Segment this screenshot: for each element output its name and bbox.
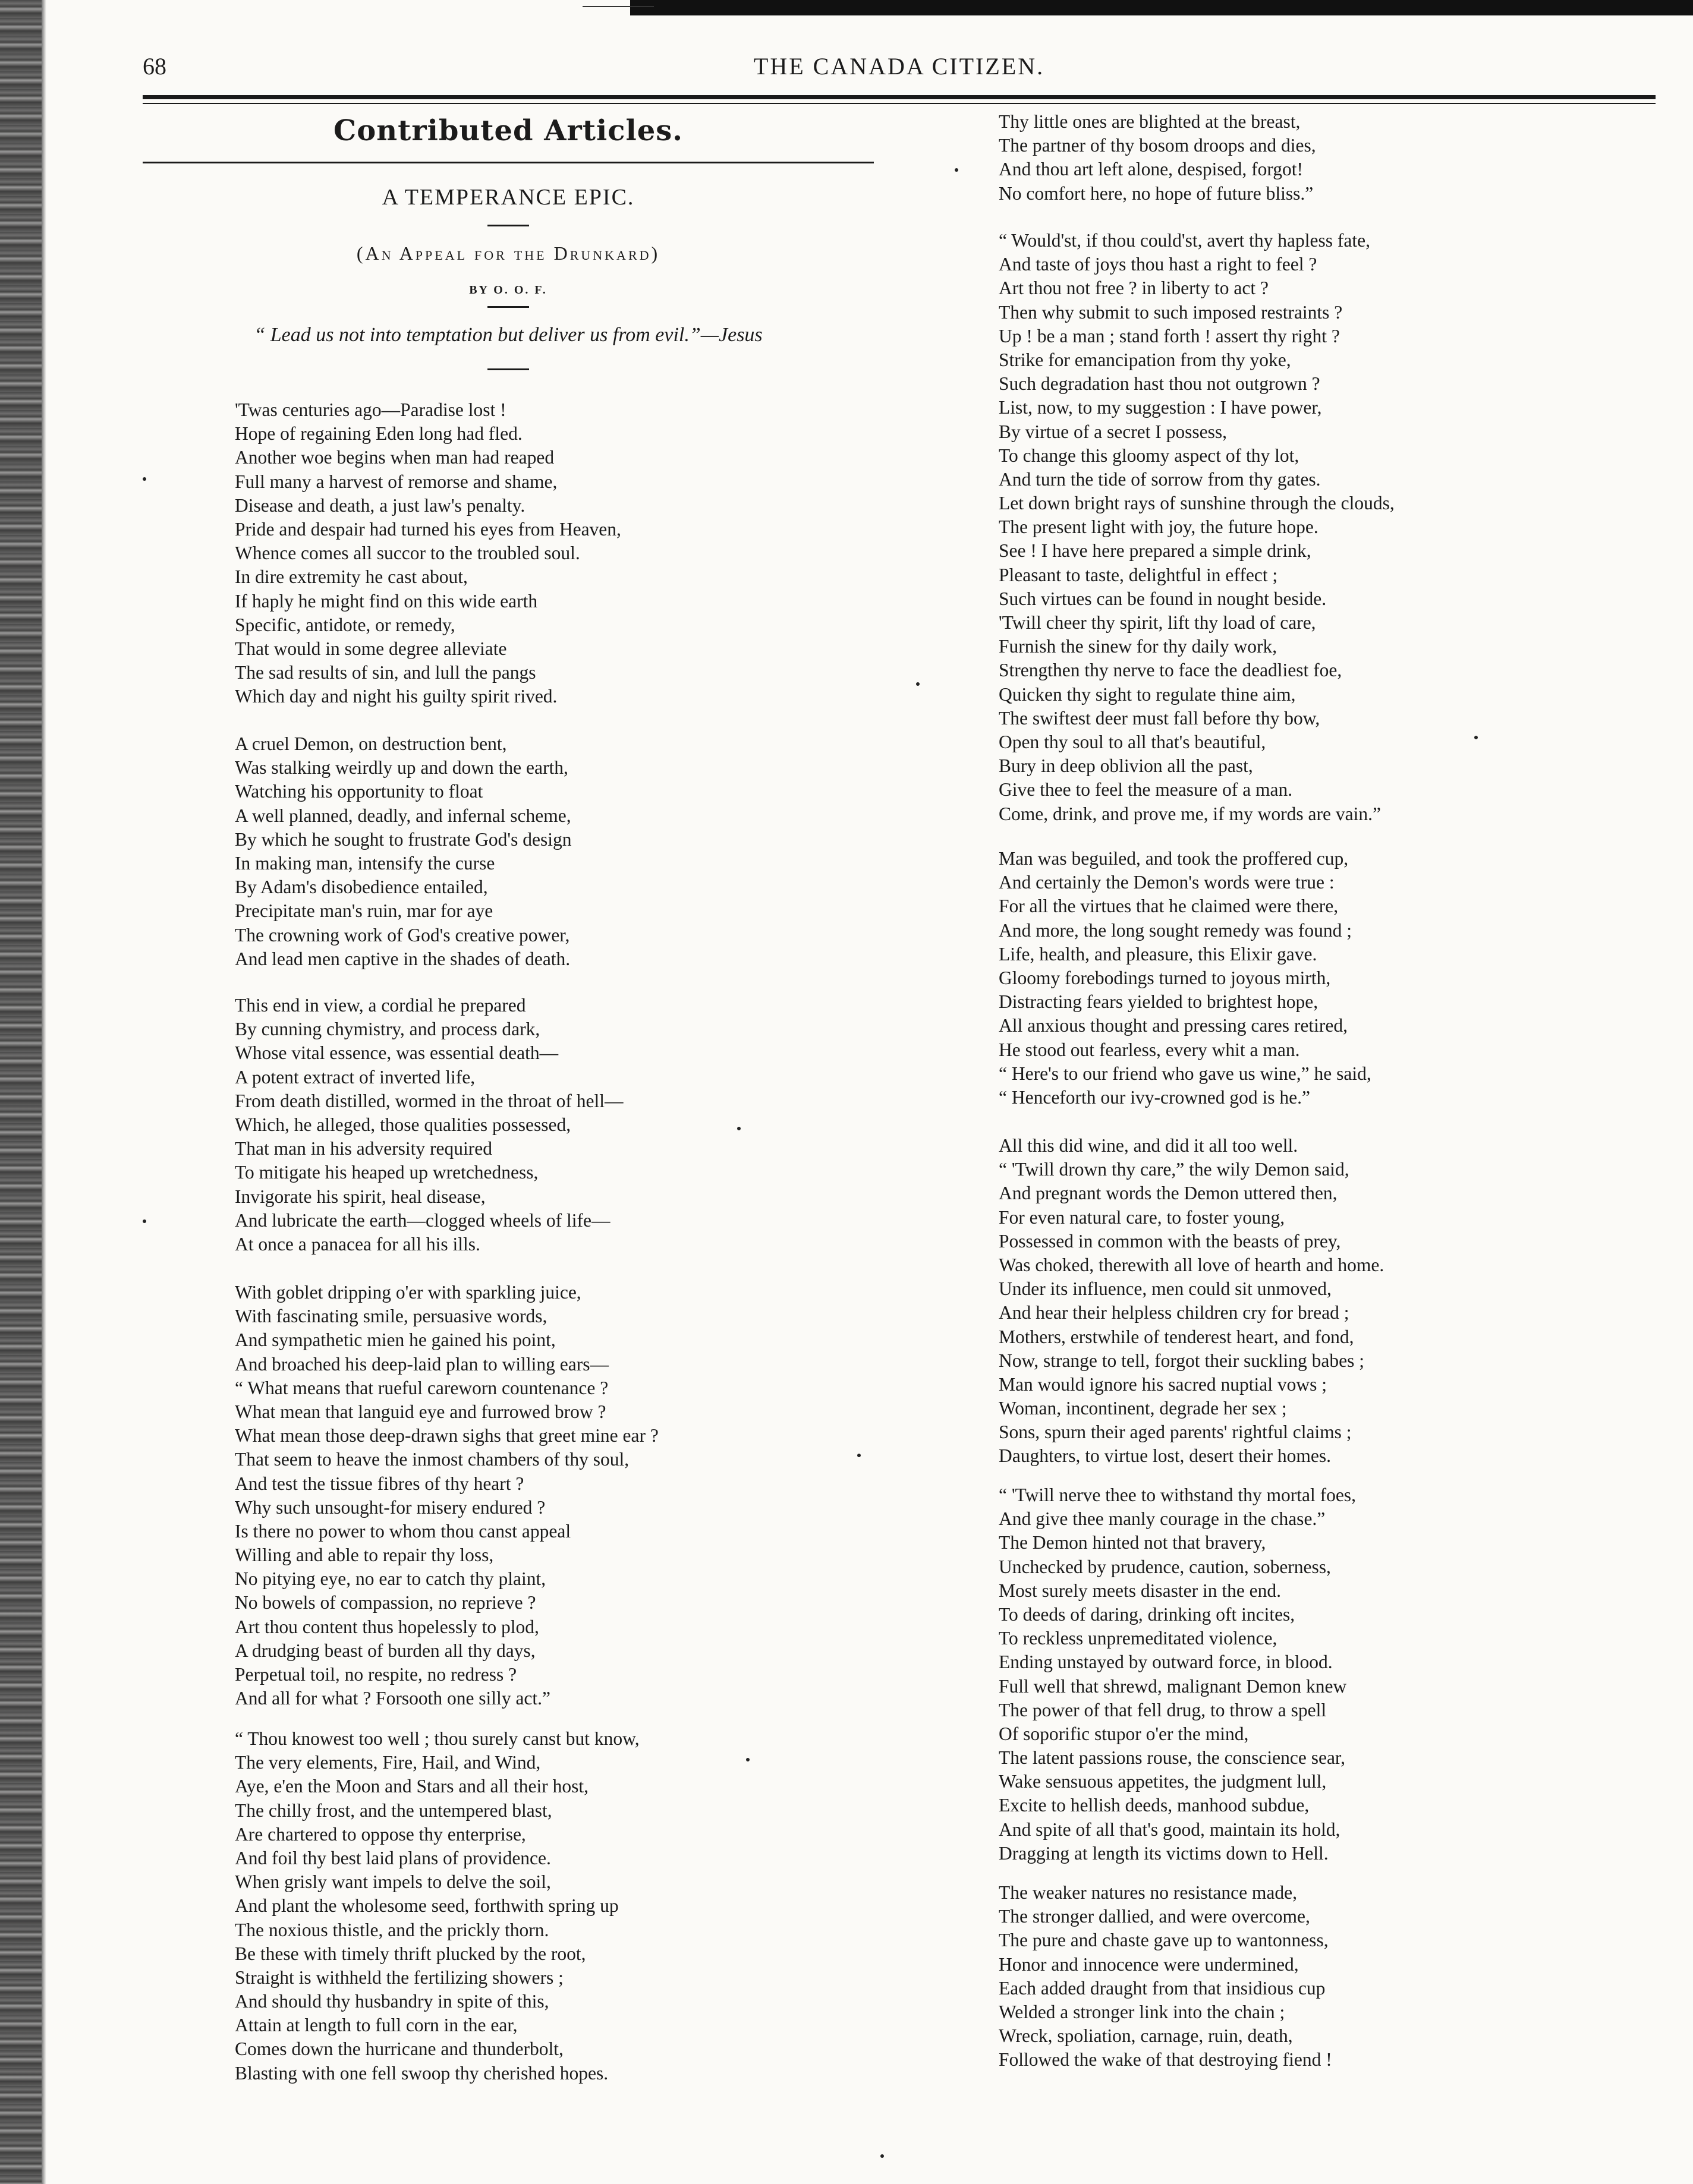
poem-line: And thou art left alone, despised, forgot! (999, 159, 1304, 180)
poem-line: The very elements, Fire, Hail, and Wind, (235, 1752, 541, 1773)
poem-line: And test the tissue fibres of thy heart ? (235, 1473, 524, 1494)
print-speck (916, 682, 920, 686)
poem-line: To deeds of daring, drinking oft incites, (999, 1603, 1295, 1625)
poem-line: By Adam's disobedience entailed, (235, 877, 488, 898)
poem-line: Dragging at length its victims down to Hell. (999, 1842, 1329, 1864)
journal-title: THE CANADA CITIZEN. (753, 53, 1045, 80)
poem-line: Open thy soul to all that's beautiful, (999, 731, 1266, 752)
poem-line: With goblet dripping o'er with sparkling juice, (235, 1282, 581, 1303)
poem-line: Strike for emancipation from thy yoke, (999, 349, 1291, 370)
poem-line: Blasting with one fell swoop thy cherished hopes. (235, 2062, 609, 2084)
poem-line: Which, he alleged, those qualities possessed, (235, 1114, 571, 1135)
poem-line: In dire extremity he cast about, (235, 566, 468, 588)
poem-line: And should thy husbandry in spite of this, (235, 1991, 549, 2012)
poem-line: A cruel Demon, on destruction bent, (235, 733, 507, 754)
article-title: A TEMPERANCE EPIC. (382, 185, 635, 210)
stanza (235, 732, 571, 971)
poem-line: Man would ignore his sacred nuptial vows ; (999, 1373, 1327, 1395)
poem-line: Another woe begins when man had reaped (235, 447, 555, 468)
poem-line: Why such unsought-for misery endured ? (235, 1496, 546, 1518)
poem-line: Daughters, to virtue lost, desert their homes. (999, 1445, 1332, 1467)
poem-line: Then why submit to such imposed restraints ? (999, 301, 1343, 323)
stanza (999, 847, 1371, 1110)
poem-line: The noxious thistle, and the prickly thorn. (235, 1919, 549, 1940)
stanza (999, 110, 1316, 206)
poem-line: A well planned, deadly, and infernal scheme, (235, 805, 571, 826)
poem-line: 'Twill cheer thy spirit, lift thy load of care, (999, 612, 1316, 633)
poem-line: To mitigate his heaped up wretchedness, (235, 1162, 539, 1183)
poem-line: Give thee to feel the measure of a man. (999, 779, 1293, 801)
poem-line: Attain at length to full corn in the ear, (235, 2015, 518, 2036)
poem-line: Pleasant to taste, delightful in effect ; (999, 564, 1278, 585)
poem-line: The latent passions rouse, the conscience sear, (999, 1747, 1346, 1769)
poem-line: Quicken thy sight to regulate thine aim, (999, 683, 1296, 705)
poem-line: Which day and night his guilty spirit rived. (235, 686, 558, 707)
poem-line: Whence comes all succor to the troubled soul. (235, 543, 580, 564)
poem-line: With fascinating smile, persuasive words, (235, 1306, 547, 1327)
poem-line: Pride and despair had turned his eyes from Heaven, (235, 518, 621, 540)
poem-line: Up ! be a man ; stand forth ! assert thy right ? (999, 325, 1340, 346)
poem-line: Such virtues can be found in nought beside. (999, 588, 1327, 609)
poem-line: Specific, antidote, or remedy, (235, 614, 455, 635)
poem-line: In making man, intensify the curse (235, 852, 495, 874)
poem-line: And certainly the Demon's words were true : (999, 872, 1335, 893)
poem-line: What mean that languid eye and furrowed brow ? (235, 1401, 606, 1422)
poem-line: Of soporific stupor o'er the mind, (999, 1723, 1249, 1744)
poem-line: Mothers, erstwhile of tenderest heart, and fond, (999, 1326, 1354, 1347)
poem-line: Be these with timely thrift plucked by the root, (235, 1943, 586, 1964)
poem-line: Disease and death, a just law's penalty. (235, 494, 525, 516)
poem-line: Is there no power to whom thou canst appeal (235, 1520, 571, 1542)
poem-line: From death distilled, wormed in the throat of hell— (235, 1090, 624, 1111)
title-divider (487, 225, 529, 226)
poem-line: By which he sought to frustrate God's design (235, 828, 572, 850)
header-rule-thin (143, 103, 1656, 104)
print-speck (143, 477, 146, 481)
stanza (999, 1483, 1356, 1865)
poem-line: And all for what ? Forsooth one silly act.” (235, 1688, 551, 1709)
poem-line: The crowning work of God's creative power, (235, 924, 570, 946)
poem-line: Was stalking weirdly up and down the earth, (235, 757, 568, 779)
poem-line: The chilly frost, and the untempered blast, (235, 1799, 552, 1821)
poem-line: A drudging beast of burden all thy days, (235, 1640, 536, 1661)
poem-line: Art thou not free ? in liberty to act ? (999, 278, 1269, 299)
poem-line: The weaker natures no resistance made, (999, 1882, 1298, 1903)
poem-line: The swiftest deer must fall before thy bow, (999, 707, 1320, 729)
poem-line: And plant the wholesome seed, forthwith spring up (235, 1895, 619, 1917)
stanza (999, 1134, 1384, 1468)
poem-line: To reckless unpremeditated violence, (999, 1628, 1277, 1649)
poem-line: Furnish the sinew for thy daily work, (999, 636, 1277, 657)
stanza (999, 229, 1395, 826)
poem-line: For all the virtues that he claimed were there, (999, 896, 1339, 917)
poem-line: Most surely meets disaster in the end. (999, 1580, 1282, 1601)
stanza (999, 1881, 1332, 2072)
byline-divider (487, 306, 529, 308)
print-speck (955, 168, 958, 172)
poem-line: Under its influence, men could sit unmoved, (999, 1278, 1332, 1300)
poem-line: For even natural care, to foster young, (999, 1206, 1285, 1228)
poem-line: Thy little ones are blighted at the breast, (999, 111, 1301, 132)
poem-line: Bury in deep oblivion all the past, (999, 755, 1253, 777)
poem-line: Invigorate his spirit, heal disease, (235, 1186, 486, 1207)
poem-line: Each added draught from that insidious cup (999, 1977, 1326, 1999)
poem-line: Man was beguiled, and took the proffered cup, (999, 848, 1349, 869)
poem-line: And hear their helpless children cry for bread ; (999, 1302, 1349, 1323)
poem-line: And more, the long sought remedy was found ; (999, 919, 1352, 941)
poem-line: The present light with joy, the future hope. (999, 516, 1318, 538)
poem-line: No comfort here, no hope of future bliss.” (999, 182, 1314, 204)
poem-line: Precipitate man's ruin, mar for aye (235, 900, 493, 922)
poem-line: Full many a harvest of remorse and shame, (235, 471, 558, 492)
poem-line: When grisly want impels to delve the soil, (235, 1871, 551, 1893)
poem-line: Followed the wake of that destroying fiend ! (999, 2049, 1332, 2070)
poem-line: Honor and innocence were undermined, (999, 1953, 1299, 1975)
epigraph-divider (487, 368, 529, 370)
print-speck (746, 1758, 750, 1761)
top-edge-line (583, 6, 654, 7)
poem-line: The pure and chaste gave up to wantonness, (999, 1930, 1329, 1951)
poem-line: The sad results of sin, and lull the pangs (235, 662, 536, 683)
poem-line: Straight is withheld the fertilizing showers ; (235, 1966, 564, 1988)
print-speck (880, 2154, 884, 2158)
poem-line: Watching his opportunity to float (235, 781, 483, 802)
article-byline: BY O. O. F. (469, 283, 547, 297)
poem-line: Comes down the hurricane and thunderbolt, (235, 2038, 564, 2060)
poem-line: Whose vital essence, was essential death— (235, 1042, 559, 1064)
section-heading: Contributed Articles. (333, 114, 683, 147)
poem-line: And sympathetic mien he gained his point, (235, 1329, 556, 1351)
poem-line: Now, strange to tell, forgot their suckling babes ; (999, 1350, 1365, 1371)
poem-line: Distracting fears yielded to brightest hope, (999, 991, 1318, 1013)
poem-line: Life, health, and pleasure, this Elixir gave. (999, 943, 1317, 965)
poem-line: “ What means that rueful careworn countenance ? (235, 1377, 609, 1398)
poem-line: At once a panacea for all his ills. (235, 1233, 480, 1255)
print-speck (857, 1454, 861, 1457)
poem-line: Art thou content thus hopelessly to plod, (235, 1616, 539, 1637)
poem-line: To change this gloomy aspect of thy lot, (999, 445, 1299, 466)
poem-line: Come, drink, and prove me, if my words are vain.” (999, 803, 1381, 824)
poem-line: The stronger dallied, and were overcome, (999, 1906, 1310, 1927)
poem-line: The power of that fell drug, to throw a spell (999, 1699, 1327, 1720)
poem-line: All this did wine, and did it all too well. (999, 1135, 1298, 1156)
poem-line: And pregnant words the Demon uttered then, (999, 1183, 1338, 1204)
poem-line: Strengthen thy nerve to face the deadliest foe, (999, 660, 1342, 681)
poem-line: Possessed in common with the beasts of prey, (999, 1230, 1341, 1252)
top-edge-bar (630, 0, 1693, 15)
poem-line: No bowels of compassion, no reprieve ? (235, 1592, 536, 1613)
poem-line: “ Here's to our friend who gave us wine,” he said, (999, 1063, 1371, 1084)
poem-line: Was choked, therewith all love of hearth and home. (999, 1254, 1384, 1275)
page-number: 68 (143, 53, 166, 80)
poem-line: And lubricate the earth—clogged wheels of life— (235, 1209, 611, 1231)
poem-line: Perpetual toil, no respite, no redress ? (235, 1664, 517, 1685)
header-rule-thick (143, 95, 1656, 99)
poem-line: This end in view, a cordial he prepared (235, 995, 526, 1016)
poem-line: Gloomy forebodings turned to joyous mirth, (999, 967, 1331, 988)
poem-line: “ Henceforth our ivy-crowned god is he.” (999, 1086, 1310, 1108)
poem-line: That man in his adversity required (235, 1138, 493, 1159)
poem-line: And taste of joys thou hast a right to feel ? (999, 254, 1317, 275)
poem-line: A potent extract of inverted life, (235, 1066, 476, 1088)
poem-line: And give thee manly courage in the chase.” (999, 1508, 1326, 1530)
stanza (235, 1281, 659, 1710)
poem-line: “ 'Twill drown thy care,” the wily Demon said, (999, 1159, 1349, 1180)
stanza (235, 398, 621, 708)
poem-line: List, now, to my suggestion : I have power, (999, 397, 1322, 418)
poem-line: If haply he might find on this wide earth (235, 590, 538, 612)
poem-line: The Demon hinted not that bravery, (999, 1532, 1266, 1553)
poem-line: And broached his deep-laid plan to willing ears— (235, 1353, 609, 1375)
poem-line: He stood out fearless, every whit a man. (999, 1039, 1300, 1060)
poem-line: And lead men captive in the shades of death. (235, 948, 571, 969)
poem-line: That seem to heave the inmost chambers of thy soul, (235, 1449, 630, 1470)
print-speck (143, 1219, 146, 1223)
poem-line: By virtue of a secret I possess, (999, 421, 1228, 442)
poem-line: Wake sensuous appetites, the judgment lull, (999, 1771, 1327, 1792)
binding-edge-scan (0, 0, 42, 2184)
poem-line: Hope of regaining Eden long had fled. (235, 423, 523, 445)
poem-line: Willing and able to repair thy loss, (235, 1545, 494, 1566)
article-subtitle: (An Appeal for the Drunkard) (356, 242, 660, 264)
print-speck (1474, 736, 1478, 739)
print-speck (737, 1127, 741, 1130)
binding-shadow (42, 0, 46, 2184)
poem-line: “ Would'st, if thou could'st, avert thy hapless fate, (999, 230, 1370, 251)
page-header (143, 52, 1656, 94)
poem-line: And spite of all that's good, maintain its hold, (999, 1819, 1340, 1840)
poem-line: And foil thy best laid plans of providence. (235, 1847, 551, 1868)
poem-line: Sons, spurn their aged parents' rightful claims ; (999, 1422, 1352, 1443)
poem-line: Such degradation hast thou not outgrown ? (999, 373, 1320, 395)
epigraph: “ Lead us not into temptation but deliver us from evil.”—Jesus (254, 324, 763, 346)
poem-line: By cunning chymistry, and process dark, (235, 1019, 540, 1040)
poem-line: What mean those deep-drawn sighs that greet mine ear ? (235, 1425, 659, 1446)
poem-line: Full well that shrewd, malignant Demon knew (999, 1675, 1347, 1697)
poem-line: Aye, e'en the Moon and Stars and all their host, (235, 1776, 589, 1797)
poem-line: Excite to hellish deeds, manhood subdue, (999, 1795, 1310, 1816)
poem-line: “ Thou knowest too well ; thou surely canst but know, (235, 1728, 640, 1749)
poem-line: That would in some degree alleviate (235, 638, 507, 659)
poem-line: No pitying eye, no ear to catch thy plaint, (235, 1568, 546, 1590)
stanza (235, 1727, 640, 2085)
poem-line: And turn the tide of sorrow from thy gates. (999, 468, 1321, 490)
poem-line: Let down bright rays of sunshine through the clouds, (999, 493, 1395, 514)
poem-line: All anxious thought and pressing cares retired, (999, 1015, 1348, 1036)
poem-line: See ! I have here prepared a simple drink, (999, 540, 1311, 562)
poem-line: Wreck, spoliation, carnage, ruin, death, (999, 2025, 1293, 2047)
poem-line: Are chartered to oppose thy enterprise, (235, 1823, 526, 1845)
poem-line: Unchecked by prudence, caution, soberness, (999, 1556, 1331, 1577)
stanza (235, 994, 624, 1256)
poem-line: 'Twas centuries ago—Paradise lost ! (235, 399, 506, 420)
poem-line: Welded a stronger link into the chain ; (999, 2001, 1285, 2022)
section-heading-rule (143, 162, 874, 163)
poem-line: Woman, incontinent, degrade her sex ; (999, 1398, 1287, 1419)
poem-line: The partner of thy bosom droops and dies, (999, 135, 1316, 156)
poem-line: Ending unstayed by outward force, in blood. (999, 1652, 1333, 1673)
poem-line: “ 'Twill nerve thee to withstand thy mortal foes, (999, 1485, 1356, 1505)
